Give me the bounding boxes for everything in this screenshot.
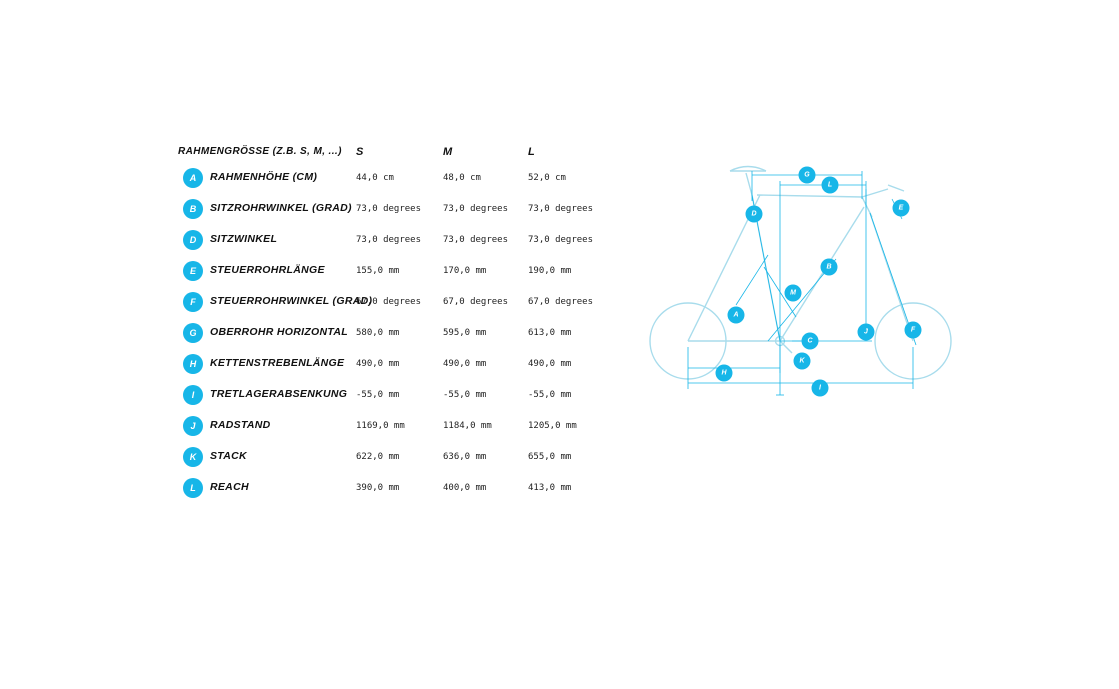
row-label: OBERROHR HORIZONTAL	[210, 326, 348, 338]
row-value-s: 622,0 mm	[356, 452, 400, 462]
diagram-marker-label: M	[790, 289, 796, 297]
row-label: SITZWINKEL	[210, 233, 278, 245]
diagram-marker-label: G	[804, 171, 810, 179]
diagram-marker-l	[822, 177, 839, 194]
row-value-s: 580,0 mm	[356, 328, 400, 338]
row-value-l: 73,0 degrees	[528, 235, 594, 245]
row-badge: D	[183, 230, 203, 250]
row-value-m: 170,0 mm	[443, 266, 487, 276]
row-badge: I	[183, 385, 203, 405]
row-value-s: 1169,0 mm	[356, 421, 405, 431]
diagram-marker-label: D	[751, 210, 757, 218]
row-value-m: 73,0 degrees	[443, 235, 509, 245]
diagram-marker-i	[812, 380, 829, 397]
row-value-m: 67,0 degrees	[443, 297, 509, 307]
row-value-s: 390,0 mm	[356, 483, 400, 493]
row-value-l: 73,0 degrees	[528, 204, 594, 214]
diagram-marker-label: A	[733, 311, 739, 319]
row-value-l: 1205,0 mm	[528, 421, 577, 431]
frame-size-header: RAHMENGRÖSSE (Z.B. S, M, ...)	[178, 146, 342, 157]
column-header-l: L	[528, 146, 535, 158]
row-value-l: 490,0 mm	[528, 359, 572, 369]
column-header-s: S	[356, 146, 364, 158]
diagram-marker-label: I	[819, 384, 821, 392]
diagram-marker-f	[905, 322, 922, 339]
diagram-marker-label: B	[826, 263, 832, 271]
row-badge: G	[183, 323, 203, 343]
row-value-s: 155,0 mm	[356, 266, 400, 276]
row-value-l: 67,0 degrees	[528, 297, 594, 307]
diagram-marker-d	[746, 206, 763, 223]
row-label: RAHMENHÖHE (CM)	[210, 171, 318, 183]
table-row	[178, 199, 608, 230]
row-value-s: 73,0 degrees	[356, 235, 422, 245]
row-value-m: 48,0 cm	[443, 173, 481, 183]
row-badge: L	[183, 478, 203, 498]
diagram-marker-a	[728, 307, 745, 324]
row-label: STEUERROHRLÄNGE	[210, 264, 325, 276]
row-label: STACK	[210, 450, 247, 462]
row-badge: A	[183, 168, 203, 188]
diagram-marker-label: F	[910, 326, 916, 334]
row-value-s: -55,0 mm	[356, 390, 400, 400]
table-row	[178, 168, 608, 199]
row-value-s: 44,0 cm	[356, 173, 394, 183]
row-value-m: 490,0 mm	[443, 359, 487, 369]
row-badge: K	[183, 447, 203, 467]
row-value-l: 413,0 mm	[528, 483, 572, 493]
diagram-marker-label: H	[721, 369, 727, 377]
row-value-l: 52,0 cm	[528, 173, 566, 183]
row-value-m: 1184,0 mm	[443, 421, 492, 431]
table-header-row	[178, 146, 608, 168]
row-badge: B	[183, 199, 203, 219]
row-value-m: -55,0 mm	[443, 390, 487, 400]
row-label: KETTENSTREBENLÄNGE	[210, 357, 345, 369]
row-value-l: 190,0 mm	[528, 266, 572, 276]
diagram-marker-label: E	[898, 204, 904, 212]
table-row	[178, 416, 608, 447]
diagram-marker-k	[794, 353, 811, 370]
row-value-m: 595,0 mm	[443, 328, 487, 338]
row-value-s: 67,0 degrees	[356, 297, 422, 307]
row-value-s: 490,0 mm	[356, 359, 400, 369]
row-value-m: 636,0 mm	[443, 452, 487, 462]
row-value-m: 73,0 degrees	[443, 204, 509, 214]
diagram-marker-h	[716, 365, 733, 382]
row-label: TRETLAGERABSENKUNG	[210, 388, 348, 400]
table-row	[178, 385, 608, 416]
bike-geometry-diagram	[640, 155, 970, 405]
row-value-l: -55,0 mm	[528, 390, 572, 400]
table-row	[178, 261, 608, 292]
diagram-marker-label: K	[799, 357, 805, 365]
diagram-marker-label: J	[864, 328, 868, 336]
diagram-marker-m	[785, 285, 802, 302]
table-row	[178, 323, 608, 354]
diagram-marker-b	[821, 259, 838, 276]
row-label: STEUERROHRWINKEL (GRAD)	[210, 295, 373, 307]
row-value-l: 613,0 mm	[528, 328, 572, 338]
row-badge: J	[183, 416, 203, 436]
row-label: RADSTAND	[210, 419, 271, 431]
diagram-marker-label: L	[827, 181, 833, 189]
geometry-table	[178, 146, 608, 509]
row-badge: F	[183, 292, 203, 312]
table-row	[178, 354, 608, 385]
row-label: SITZROHRWINKEL (GRAD)	[210, 202, 352, 214]
row-badge: H	[183, 354, 203, 374]
bike-frame-outline	[650, 167, 951, 380]
table-row	[178, 230, 608, 261]
diagram-marker-c	[802, 333, 819, 350]
diagram-markers	[716, 167, 922, 397]
diagram-marker-e	[893, 200, 910, 217]
row-label: REACH	[210, 481, 249, 493]
row-value-m: 400,0 mm	[443, 483, 487, 493]
row-badge: E	[183, 261, 203, 281]
table-row	[178, 292, 608, 323]
table-row	[178, 478, 608, 509]
diagram-marker-label: C	[807, 337, 813, 345]
column-header-m: M	[443, 146, 453, 158]
row-value-s: 73,0 degrees	[356, 204, 422, 214]
row-value-l: 655,0 mm	[528, 452, 572, 462]
diagram-marker-g	[799, 167, 816, 184]
diagram-marker-j	[858, 324, 875, 341]
table-row	[178, 447, 608, 478]
